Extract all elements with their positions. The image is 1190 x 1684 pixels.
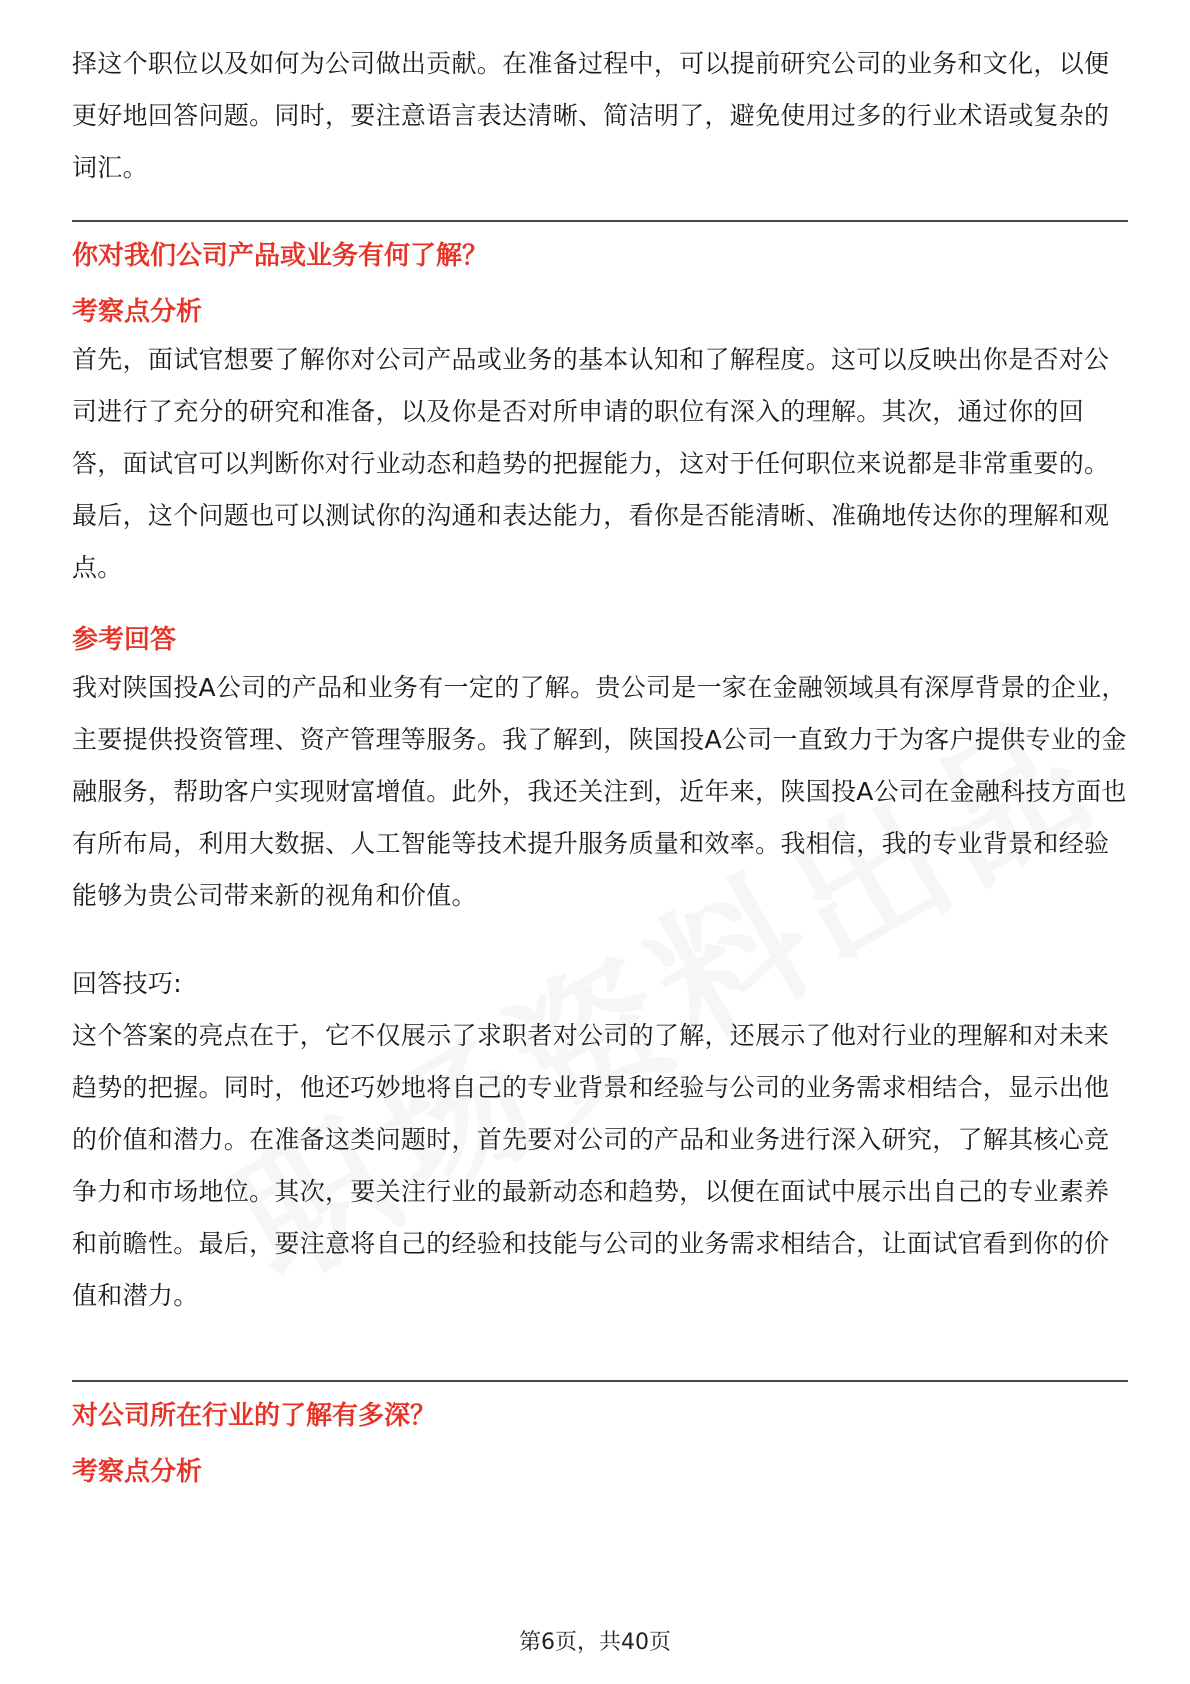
q2-analysis-heading: 考察点分析 [72, 1457, 203, 1487]
q1-answer-heading: 参考回答 [72, 625, 177, 655]
document-page [72, 0, 1128, 1684]
section-divider [72, 1380, 1128, 1382]
q1-tips-text: 这个答案的亮点在于，它不仅展示了求职者对公司的了解，还展示了他对行业的理解和对未来趋势的把握。同时，他还巧妙地将自己的专业背景和经验与公司的业务需求相结合，显示出他的价值和潜力。在准备这类问题时，首先要对公司的产品和业务进行深入研究，了解其核心竞争力和市场地位。其次，要关注行业的最新动态和趋势，以便在面试中展示出自己的专业素养和前瞻性。最后，要注意将自己的经验和技能与公司的业务需求相结合，让面试官看到你的价值和潜力。 [72, 1021, 1110, 1310]
question-1-title: 你对我们公司产品或业务有何了解？ [72, 241, 489, 271]
q1-tips-label: 回答技巧: [72, 969, 182, 998]
q1-answer-text: 我对陕国投A公司的产品和业务有一定的了解。贵公司是一家在金融领域具有深厚背景的企业，主要提供投资管理、资产管理等服务。我了解到，陕国投A公司一直致力于为客户提供专业的金融服务，帮助客户实现财富增值。此外，我还关注到，近年来，陕国投A公司在金融科技方面也有所布局，利用大数据、人工智能等技术提升服务质量和效率。我相信，我的专业背景和经验能够为贵公司带来新的视角和价值。 [72, 673, 1127, 910]
intro-paragraph: 择这个职位以及如何为公司做出贡献。在准备过程中，可以提前研究公司的业务和文化，以便更好地回答问题。同时，要注意语言表达清晰、简洁明了，避免使用过多的行业术语或复杂的词汇。 [72, 49, 1110, 182]
question-2-title: 对公司所在行业的了解有多深？ [72, 1401, 437, 1431]
q1-analysis-text: 首先，面试官想要了解你对公司产品或业务的基本认知和了解程度。这可以反映出你是否对公司进行了充分的研究和准备，以及你是否对所申请的职位有深入的理解。其次，通过你的回答，面试官可以判断你对行业动态和趋势的把握能力，这对于任何职位来说都是非常重要的。最后，这个问题也可以测试你的沟通和表达能力，看你是否能清晰、准确地传达你的理解和观点。 [72, 345, 1110, 582]
section-divider [72, 220, 1128, 222]
q1-analysis-heading: 考察点分析 [72, 297, 203, 327]
page-number-footer: 第6页，共40页 [519, 1630, 671, 1655]
